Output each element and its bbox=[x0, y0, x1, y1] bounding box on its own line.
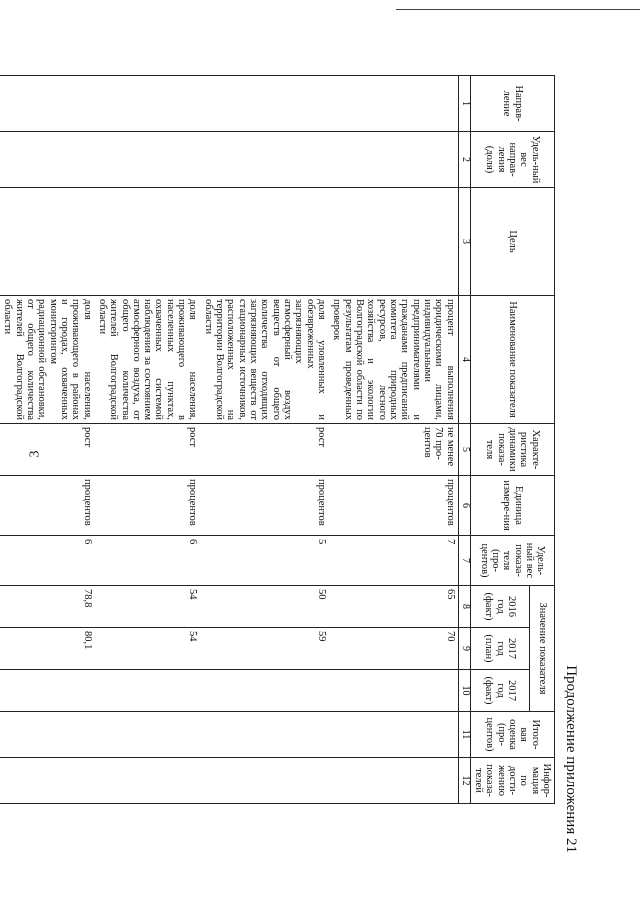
top-rule bbox=[396, 9, 640, 10]
column-number: 7 bbox=[458, 536, 470, 586]
cell-goal bbox=[95, 188, 201, 296]
indicators-table bbox=[0, 75, 555, 804]
header-indicator-name: Наименование показателя bbox=[470, 296, 554, 424]
cell-unit: процентов bbox=[0, 476, 95, 536]
continuation-title: Продолжение приложения 21 bbox=[563, 665, 579, 853]
cell-info bbox=[0, 758, 95, 804]
cell-dynamics: рост bbox=[200, 424, 329, 476]
header-values-group: Значение показателя bbox=[530, 586, 555, 712]
cell-2016: 78,8 bbox=[0, 586, 95, 628]
cell-goal bbox=[0, 188, 95, 296]
column-number: 5 bbox=[458, 424, 470, 476]
header-row-1 bbox=[530, 76, 555, 804]
cell-direction bbox=[0, 76, 95, 132]
cell-direction bbox=[329, 76, 458, 132]
cell-2016: 50 bbox=[200, 586, 329, 628]
rotated-document bbox=[2, 43, 595, 863]
header-direction-weight: Удель-ный вес направ-ления (доля) bbox=[470, 132, 554, 188]
column-number: 4 bbox=[458, 296, 470, 424]
cell-2017-plan: 70 bbox=[329, 628, 458, 670]
cell-indicator-name: процент выполнения юридическими лицами, индивидуальными предпринимателями и гражданами предписаний комитета природных ресурсов, лесного хозяйства и экологии Волгоградской области по результатам проведенных проверок bbox=[329, 296, 458, 424]
cell-direction bbox=[200, 76, 329, 132]
cell-direction-weight bbox=[95, 132, 201, 188]
table-row bbox=[0, 76, 95, 804]
column-number: 1 bbox=[458, 76, 470, 132]
cell-final bbox=[0, 712, 95, 758]
column-number: 3 bbox=[458, 188, 470, 296]
cell-final bbox=[200, 712, 329, 758]
column-number: 10 bbox=[458, 670, 470, 712]
cell-2017-fact bbox=[0, 670, 95, 712]
cell-weight: 6 bbox=[95, 536, 201, 586]
page-number: 3 bbox=[27, 450, 43, 458]
cell-indicator-name: доля населения, проживающего в районах и городах, охваченных мониторингом радиационной обстановки, от общего количества жителей Волгоградской области bbox=[0, 296, 95, 424]
table-row bbox=[329, 76, 458, 804]
table-row bbox=[200, 76, 329, 804]
cell-2016: 54 bbox=[95, 586, 201, 628]
column-number: 2 bbox=[458, 132, 470, 188]
cell-2017-plan: 59 bbox=[200, 628, 329, 670]
header-dynamics: Характе-ристика динамики показа-теля bbox=[470, 424, 554, 476]
column-number: 12 bbox=[458, 758, 470, 804]
cell-dynamics: не менее 70 про-центов bbox=[329, 424, 458, 476]
cell-indicator-name: доля уловленных и обезвреженных загрязняющих атмосферный воздух веществ от общего количества отходящих загрязняющих веществ от стационарных источников, расположенных на территории Волгоградской области bbox=[200, 296, 329, 424]
table-row bbox=[95, 76, 201, 804]
column-number: 11 bbox=[458, 712, 470, 758]
cell-2017-fact bbox=[95, 670, 201, 712]
cell-direction-weight bbox=[200, 132, 329, 188]
cell-direction-weight bbox=[329, 132, 458, 188]
cell-dynamics: рост bbox=[0, 424, 95, 476]
header-indicator-weight: Удель-ный вес показа-теля (про-центов) bbox=[470, 536, 554, 586]
cell-unit: процентов bbox=[95, 476, 201, 536]
cell-unit: процентов bbox=[329, 476, 458, 536]
cell-goal bbox=[329, 188, 458, 296]
cell-final bbox=[95, 712, 201, 758]
header-unit: Единица измере-ния bbox=[470, 476, 554, 536]
header-2016: 2016 год (факт) bbox=[470, 586, 529, 628]
cell-2017-fact bbox=[200, 670, 329, 712]
cell-indicator-name: доля населения, проживающего в населенных пунктах, охваченных системой наблюдения за состоянием атмосферного воздуха, от общего количества жителей Волгоградской области bbox=[95, 296, 201, 424]
cell-unit: процентов bbox=[200, 476, 329, 536]
cell-final bbox=[329, 712, 458, 758]
cell-weight: 5 bbox=[200, 536, 329, 586]
cell-info bbox=[200, 758, 329, 804]
cell-2017-fact bbox=[329, 670, 458, 712]
cell-weight: 6 bbox=[0, 536, 95, 586]
cell-weight: 7 bbox=[329, 536, 458, 586]
cell-info bbox=[95, 758, 201, 804]
header-final: Итого-вая оценка (про-центов) bbox=[470, 712, 554, 758]
cell-info bbox=[329, 758, 458, 804]
cell-dynamics: рост bbox=[95, 424, 201, 476]
cell-2017-plan: 54 bbox=[95, 628, 201, 670]
header-info: Инфор-мация по дости-жению показа-телей bbox=[470, 758, 554, 804]
cell-2017-plan: 80,1 bbox=[0, 628, 95, 670]
header-direction: Направ-ление bbox=[470, 76, 554, 132]
header-goal: Цель bbox=[470, 188, 554, 296]
cell-2016: 65 bbox=[329, 586, 458, 628]
header-2017-fact: 2017 год (факт) bbox=[470, 670, 529, 712]
column-numbers-row bbox=[458, 76, 470, 804]
cell-direction-weight bbox=[0, 132, 95, 188]
column-number: 6 bbox=[458, 476, 470, 536]
cell-goal bbox=[200, 188, 329, 296]
header-2017-plan: 2017 год (план) bbox=[470, 628, 529, 670]
column-number: 8 bbox=[458, 586, 470, 628]
column-number: 9 bbox=[458, 628, 470, 670]
cell-direction bbox=[95, 76, 201, 132]
